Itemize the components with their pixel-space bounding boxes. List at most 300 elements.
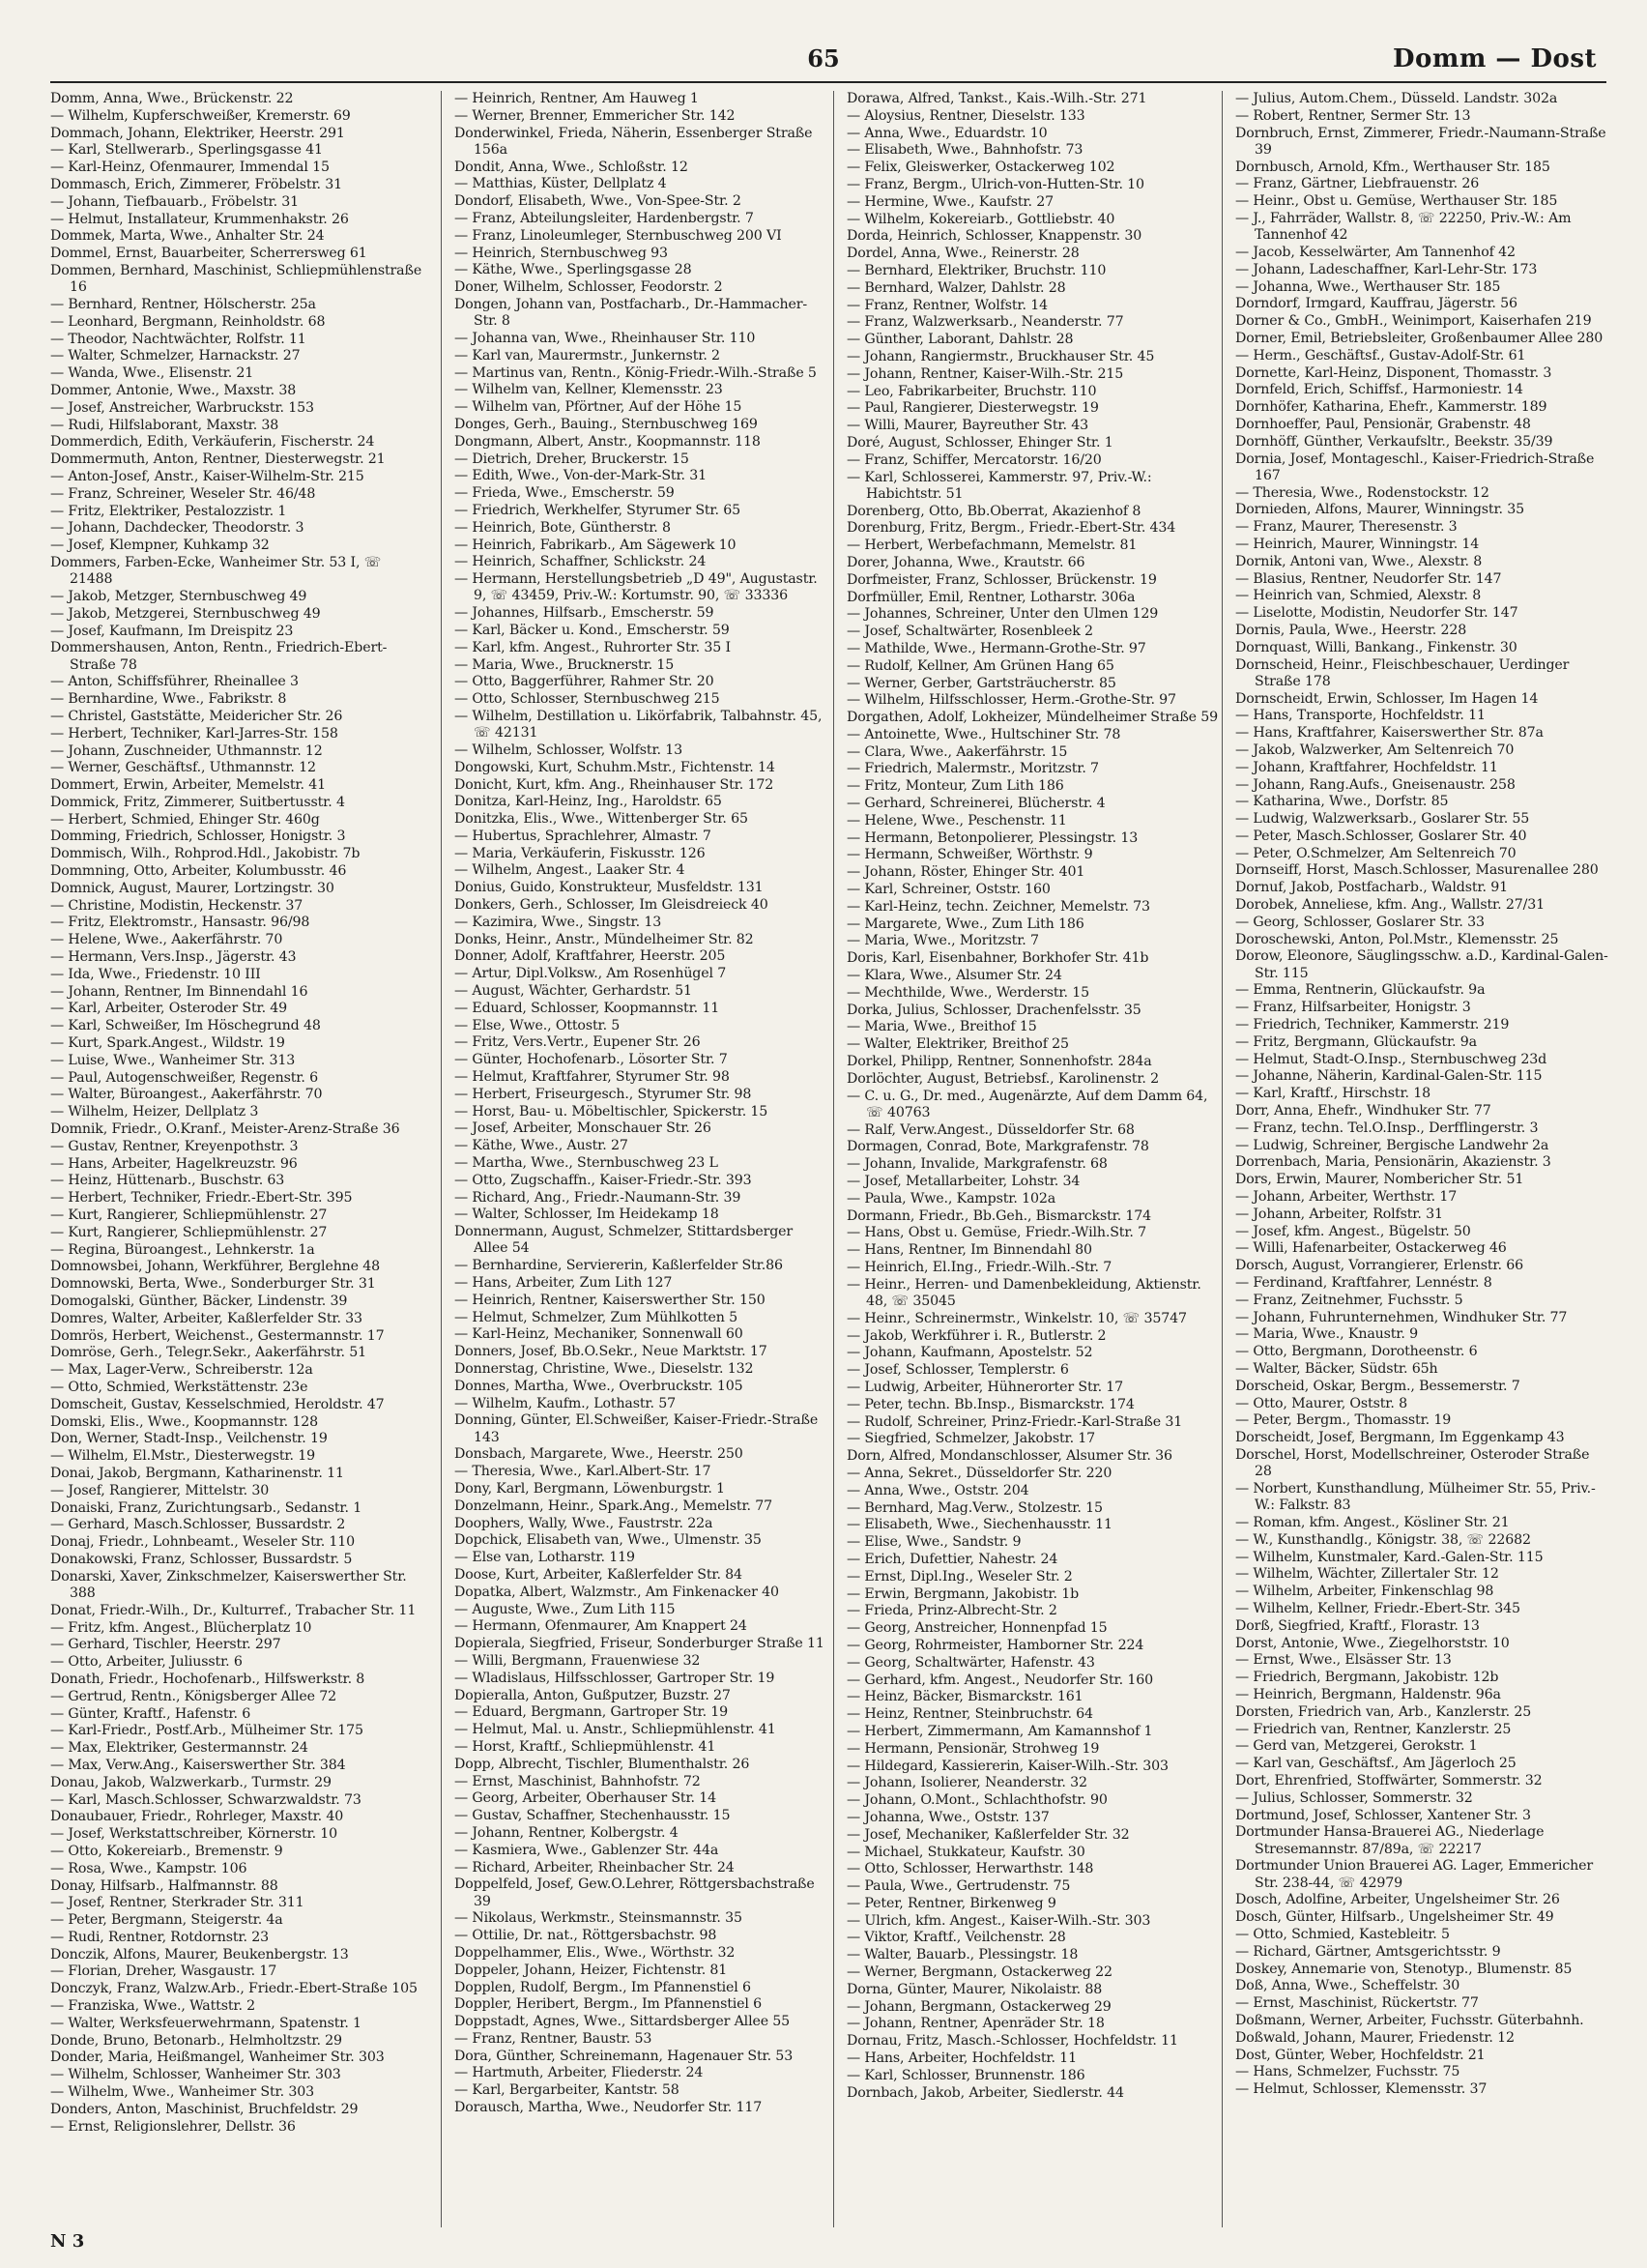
directory-entry: Doß, Anna, Wwe., Scheffelstr. 30 — [1235, 1978, 1460, 1994]
directory-entry: — Wilhelm, Kaufm., Lothastr. 57 — [454, 1395, 676, 1411]
directory-entry: — Herbert, Techniker, Karl-Jarres-Str. 158 — [50, 725, 338, 741]
directory-entry: Dommasch, Erich, Zimmerer, Fröbelstr. 31 — [50, 176, 343, 192]
directory-entry: — Otto, Schmied, Werkstättenstr. 23e — [50, 1379, 308, 1395]
directory-entry: — Ernst, Wwe., Elsässer Str. 13 — [1235, 1652, 1452, 1669]
directory-entry: — Hermann, Ofenmaurer, Am Knappert 24 — [454, 1618, 747, 1635]
directory-entry: Dorausch, Martha, Wwe., Neudorfer Str. 117 — [454, 2100, 763, 2116]
directory-entry: Domres, Walter, Arbeiter, Kaßlerfelder Str. 33 — [50, 1310, 362, 1326]
directory-entry: — Helmut, Kraftfahrer, Styrumer Str. 98 — [454, 1069, 730, 1086]
directory-entry: — Josef, Kaufmann, Im Dreispitz 23 — [50, 623, 294, 639]
directory-entry: — Otto, Kokereiarb., Bremenstr. 9 — [50, 1843, 283, 1859]
directory-entry: Dorawa, Alfred, Tankst., Kais.-Wilh.-Str. 271 — [847, 91, 1147, 106]
directory-entry: Dorlöchter, August, Betriebsf., Karolinenstr. 2 — [847, 1070, 1160, 1087]
directory-entry: — Klara, Wwe., Alsumer Str. 24 — [847, 968, 1062, 984]
directory-entry: — Helmut, Schmelzer, Zum Mühlkotten 5 — [454, 1309, 737, 1325]
directory-entry: — Hartmuth, Arbeiter, Fliederstr. 24 — [454, 2065, 704, 2081]
directory-entry: — Wilhelm, Kokereiarb., Gottliebstr. 40 — [847, 211, 1115, 227]
directory-entry: Dornseiff, Horst, Masch.Schlosser, Masurenallee 280 — [1235, 862, 1599, 879]
directory-entry: — Heinz, Rentner, Steinbruchstr. 64 — [847, 1706, 1093, 1723]
directory-entry: — Wanda, Wwe., Elisenstr. 21 — [50, 365, 254, 382]
directory-entry: — Johann, Ladeschaffner, Karl-Lehr-Str. 173 — [1235, 261, 1538, 277]
directory-entry: Donsbach, Margarete, Wwe., Heerstr. 250 — [454, 1446, 743, 1463]
directory-entry: — Johann, Fuhrunternehmen, Windhuker Str. 77 — [1235, 1309, 1568, 1325]
directory-entry: Domm, Anna, Wwe., Brückenstr. 22 — [50, 91, 294, 106]
directory-entry: — Willi, Bergmann, Frauenwiese 32 — [454, 1652, 701, 1669]
directory-entry: — Leonhard, Bergmann, Reinholdstr. 68 — [50, 313, 326, 330]
directory-entry: — Heinz, Hüttenarb., Buschstr. 63 — [50, 1173, 285, 1189]
directory-entry: Dorer, Johanna, Wwe., Krautstr. 66 — [847, 554, 1085, 570]
directory-entry: — Johanne, Näherin, Kardinal-Galen-Str. 115 — [1235, 1068, 1543, 1085]
directory-entry: — Dietrich, Dreher, Bruckerstr. 15 — [454, 451, 689, 467]
directory-entry: — Erwin, Bergmann, Jakobistr. 1b — [847, 1585, 1080, 1602]
directory-entry: — Hans, Arbeiter, Zum Lith 127 — [454, 1275, 673, 1292]
directory-entry: Doris, Karl, Eisenbahner, Borkhofer Str. 41b — [847, 950, 1149, 967]
directory-entry: — Otto, Baggerführer, Rahmer Str. 20 — [454, 674, 714, 690]
directory-entry: — Josef, Rentner, Sterkrader Str. 311 — [50, 1895, 304, 1911]
directory-entry: Dommach, Johann, Elektriker, Heerstr. 291 — [50, 125, 345, 141]
directory-entry: — Wilhelm, Kellner, Friedr.-Ebert-Str. 345 — [1235, 1600, 1520, 1616]
directory-entry: — Werner, Bergmann, Ostackerweg 22 — [847, 1964, 1112, 1981]
directory-entry: Dongen, Johann van, Postfacharb., Dr.-Hammacher-Str. 8 — [454, 296, 808, 330]
directory-entry: Dorscheid, Oskar, Bergm., Bessemerstr. 7 — [1235, 1378, 1520, 1394]
directory-entry: Donitzka, Elis., Wwe., Wittenberger Str. 65 — [454, 811, 748, 828]
directory-entry: — Ulrich, kfm. Angest., Kaiser-Wilh.-Str. 303 — [847, 1912, 1151, 1929]
directory-entry: — Bernhardine, Serviererin, Kaßlerfelder Str.86 — [454, 1258, 783, 1274]
directory-entry: — Georg, Arbeiter, Oberhauser Str. 14 — [454, 1790, 716, 1807]
directory-entry: — August, Wächter, Gerhardstr. 51 — [454, 983, 692, 1000]
directory-entry: — Johannes, Schreiner, Unter den Ulmen 129 — [847, 606, 1159, 623]
directory-entry: Donning, Günter, El.Schweißer, Kaiser-Friedr.-Straße 143 — [454, 1412, 819, 1445]
directory-entry: — C. u. G., Dr. med., Augenärzte, Auf dem Damm 64, ☏ 40763 — [847, 1088, 1208, 1120]
directory-entry: Dommers, Farben-Ecke, Wanheimer Str. 53 I, ☏ 21488 — [50, 554, 382, 588]
directory-entry: — Paul, Rangierer, Diesterwegstr. 19 — [847, 400, 1099, 417]
directory-entry: — Elisabeth, Wwe., Siechenhausstr. 11 — [847, 1517, 1112, 1533]
directory-entry: Donkers, Gerh., Schlosser, Im Gleisdreieck 40 — [454, 897, 768, 914]
directory-entry: Dormann, Friedr., Bb.Geh., Bismarckstr. 174 — [847, 1207, 1152, 1224]
directory-entry: — Franz, Rentner, Wolfstr. 14 — [847, 297, 1048, 313]
directory-entry: — Heinrich, Rentner, Am Hauweg 1 — [454, 91, 699, 106]
directory-entry: — Richard, Gärtner, Amtsgerichtsstr. 9 — [1235, 1943, 1501, 1960]
directory-entry: — Peter, Masch.Schlosser, Goslarer Str. 40 — [1235, 828, 1527, 844]
directory-entry: — Maria, Wwe., Brucknerstr. 15 — [454, 656, 675, 673]
directory-entry: — Anna, Wwe., Oststr. 204 — [847, 1482, 1029, 1498]
directory-entry: Dondorf, Elisabeth, Wwe., Von-Spee-Str. 2 — [454, 193, 741, 210]
directory-entry: Dornia, Josef, Montageschl., Kaiser-Friedrich-Straße 167 — [1235, 451, 1595, 483]
directory-entry: Donder, Maria, Heißmangel, Wanheimer Str. 303 — [50, 2050, 385, 2066]
directory-entry: Dorkel, Philipp, Rentner, Sonnenhofstr. 284a — [847, 1054, 1152, 1070]
directory-entry: — Kurt, Rangierer, Schliepmühlenstr. 27 — [50, 1224, 328, 1240]
directory-entry: Dortmund, Josef, Schlosser, Xantener Str. 3 — [1235, 1807, 1531, 1823]
directory-entry: — Herbert, Zimmermann, Am Kamannshof 1 — [847, 1723, 1153, 1739]
directory-entry: — Werner, Gerber, Gartsträucherstr. 85 — [847, 675, 1116, 691]
running-head: Domm — Dost — [1392, 44, 1597, 73]
directory-entry: Dornquast, Willi, Bankang., Finkenstr. 30 — [1235, 639, 1517, 655]
directory-entry: — Ernst, Maschinist, Rückertstr. 77 — [1235, 1995, 1479, 2012]
directory-entry: Dopchick, Elisabeth van, Wwe., Ulmenstr. 35 — [454, 1532, 762, 1549]
directory-entry: Donarski, Xaver, Zinkschmelzer, Kaiserswerther Str. 388 — [50, 1568, 407, 1601]
page-number: 65 — [807, 44, 840, 73]
directory-entry: Dorndorf, Irmgard, Kauffrau, Jägerstr. 56 — [1235, 296, 1517, 312]
directory-entry: — Fritz, Vers.Vertr., Eupener Str. 26 — [454, 1034, 701, 1051]
directory-entry: Dornau, Fritz, Masch.-Schlosser, Hochfeldstr. 11 — [847, 2033, 1178, 2050]
directory-entry: — Karl, Schreiner, Oststr. 160 — [847, 882, 1051, 898]
directory-entry: Dommen, Bernhard, Maschinist, Schliepmühlenstraße 16 — [50, 262, 422, 296]
directory-entry: Domnowsbei, Johann, Werkführer, Berglehne 48 — [50, 1259, 381, 1275]
directory-entry: Dorner & Co., GmbH., Weinimport, Kaiserhafen 219 — [1235, 313, 1592, 330]
directory-entry: — Karl, Bäcker u. Kond., Emscherstr. 59 — [454, 622, 730, 638]
directory-entry: — Käthe, Wwe., Sperlingsgasse 28 — [454, 262, 692, 278]
directory-entry: — Wladislaus, Hilfsschlosser, Gartroper Str. 19 — [454, 1670, 775, 1686]
directory-entry: — Paula, Wwe., Kampstr. 102a — [847, 1190, 1056, 1207]
directory-entry: — Franz, Abteilungsleiter, Hardenbergstr. 7 — [454, 210, 754, 226]
directory-entry: — Johanna, Wwe., Werthauser Str. 185 — [1235, 278, 1501, 295]
directory-entry: — Luise, Wwe., Wanheimer Str. 313 — [50, 1052, 296, 1068]
directory-entry: Doner, Wilhelm, Schlosser, Feodorstr. 2 — [454, 279, 723, 296]
directory-entry: Donnerstag, Christine, Wwe., Dieselstr. 132 — [454, 1361, 754, 1377]
directory-entry: Dornbach, Jakob, Arbeiter, Siedlerstr. 44 — [847, 2084, 1124, 2101]
directory-entry: — Artur, Dipl.Volksw., Am Rosenhügel 7 — [454, 966, 727, 982]
directory-entry: — W., Kunsthandlg., Königstr. 38, ☏ 22682 — [1235, 1531, 1531, 1548]
directory-entry: — Johann, Kraftfahrer, Hochfeldstr. 11 — [1235, 759, 1498, 775]
directory-entry: — Walter, Schmelzer, Harnackstr. 27 — [50, 348, 301, 364]
directory-entry: Donau, Jakob, Walzwerkarb., Turmstr. 29 — [50, 1774, 332, 1790]
directory-entry: Donitza, Karl-Heinz, Ing., Haroldstr. 65 — [454, 794, 722, 810]
column-divider — [1222, 91, 1223, 2227]
directory-entry: — Bernhardine, Wwe., Fabrikstr. 8 — [50, 691, 287, 708]
directory-entry: Domski, Elis., Wwe., Koopmannstr. 128 — [50, 1413, 319, 1430]
directory-entry: Donaubauer, Friedr., Rohrleger, Maxstr. 40 — [50, 1809, 344, 1825]
directory-entry: — Fritz, kfm. Angest., Blücherplatz 10 — [50, 1619, 312, 1636]
directory-entry: Donnes, Martha, Wwe., Overbruckstr. 105 — [454, 1378, 743, 1394]
directory-entry: — Theresia, Wwe., Rodenstockstr. 12 — [1235, 484, 1489, 501]
directory-entry: — Erich, Dufettier, Nahestr. 24 — [847, 1551, 1058, 1567]
directory-entry: — Otto, Zugschaffn., Kaiser-Friedr.-Str. 393 — [454, 1172, 752, 1188]
directory-entry: — Wilhelm, Angest., Laaker Str. 4 — [454, 862, 685, 879]
directory-entry: Dornis, Paula, Wwe., Heerstr. 228 — [1235, 622, 1467, 638]
directory-entry: — Nikolaus, Werkmstr., Steinsmannstr. 35 — [454, 1910, 742, 1927]
directory-entry: — Horst, Kraftf., Schliepmühlenstr. 41 — [454, 1738, 716, 1755]
directory-entry: — Franz, Linoleumleger, Sternbuschweg 200 VI — [454, 227, 782, 244]
directory-entry: — Gertrud, Rentn., Königsberger Allee 72 — [50, 1688, 337, 1704]
directory-entry: Donderwinkel, Frieda, Näherin, Essenberger Straße 156a — [454, 125, 813, 158]
directory-entry: Donders, Anton, Maschinist, Bruchfeldstr. 29 — [50, 2101, 359, 2117]
directory-entry: — Josef, Werkstattschreiber, Körnerstr. 10 — [50, 1826, 338, 1843]
directory-entry: Dorr, Anna, Ehefr., Windhuker Str. 77 — [1235, 1103, 1491, 1119]
directory-entry: — Wilhelm, Kunstmaler, Kard.-Galen-Str. 115 — [1235, 1549, 1544, 1565]
directory-entry: Doroschewski, Anton, Pol.Mstr., Klemensstr. 25 — [1235, 931, 1559, 947]
directory-entry: Doskey, Annemarie von, Stenotyp., Blumenstr. 85 — [1235, 1961, 1573, 1977]
directory-entry: — Elise, Wwe., Sandstr. 9 — [847, 1534, 1022, 1551]
directory-entry: Domrös, Herbert, Weichenst., Gestermannstr. 17 — [50, 1327, 385, 1344]
directory-entry: — Gustav, Schaffner, Stechenhausstr. 15 — [454, 1808, 731, 1824]
directory-entry: — Leo, Fabrikarbeiter, Bruchstr. 110 — [847, 383, 1097, 399]
directory-entry: — Käthe, Wwe., Austr. 27 — [454, 1138, 628, 1154]
directory-entry: — Günter, Kraftf., Hafenstr. 6 — [50, 1705, 251, 1722]
directory-entry: — Gerhard, Tischler, Heerstr. 297 — [50, 1637, 281, 1653]
directory-entry: Dordel, Anna, Wwe., Reinerstr. 28 — [847, 246, 1080, 262]
directory-entry: — Wilhelm van, Pförtner, Auf der Höhe 15 — [454, 399, 742, 416]
directory-entry: — Otto, Schlosser, Sternbuschweg 215 — [454, 691, 720, 708]
directory-entry: — Wilhelm, El.Mstr., Diesterwegstr. 19 — [50, 1448, 315, 1465]
directory-entry: — Hans, Rentner, Im Binnendahl 80 — [847, 1242, 1092, 1259]
directory-entry: Dommer, Antonie, Wwe., Maxstr. 38 — [50, 382, 297, 398]
directory-entry: — Johann, Bergmann, Ostackerweg 29 — [847, 1998, 1112, 2015]
directory-entry: Dopierala, Siegfried, Friseur, Sonderburger Straße 11 — [454, 1636, 824, 1652]
directory-entry: — Roman, kfm. Angest., Kösliner Str. 21 — [1235, 1514, 1510, 1530]
directory-entry: Dosch, Günter, Hilfsarb., Ungelsheimer Str. 49 — [1235, 1909, 1554, 1926]
directory-entry: Dorfmüller, Emil, Rentner, Lotharstr. 306a — [847, 589, 1136, 605]
directory-entry: Dorner, Emil, Betriebsleiter, Großenbaumer Allee 280 — [1235, 330, 1604, 346]
column-4 — [1235, 91, 1610, 2227]
directory-entry: — Mathilde, Wwe., Hermann-Grothe-Str. 97 — [847, 640, 1146, 656]
directory-entry: — Julius, Schlosser, Sommerstr. 32 — [1235, 1789, 1473, 1806]
directory-entry: Donde, Bruno, Betonarb., Helmholtzstr. 29 — [50, 2032, 342, 2049]
directory-entry: — Jakob, Werkführer i. R., Butlerstr. 2 — [847, 1327, 1107, 1344]
directory-entry: Dopp, Albrecht, Tischler, Blumenthalstr. 26 — [454, 1756, 750, 1772]
directory-entry: — Gerhard, Schreinerei, Blücherstr. 4 — [847, 796, 1106, 812]
directory-entry: — Georg, Schlosser, Goslarer Str. 33 — [1235, 914, 1485, 930]
directory-entry: — Josef, Rangierer, Mittelstr. 30 — [50, 1482, 270, 1498]
directory-entry: — Felix, Gleiswerker, Ostackerweg 102 — [847, 160, 1115, 176]
directory-entry: — Fritz, Monteur, Zum Lith 186 — [847, 778, 1064, 795]
directory-entry: — Michael, Stukkateur, Kaufstr. 30 — [847, 1844, 1085, 1860]
directory-entry: — Hermann, Pensionär, Strohweg 19 — [847, 1740, 1100, 1757]
directory-entry: — Ludwig, Arbeiter, Hühnerorter Str. 17 — [847, 1379, 1124, 1395]
directory-entry: — Margarete, Wwe., Zum Lith 186 — [847, 916, 1084, 932]
directory-entry: — Friedrich, Malermstr., Moritzstr. 7 — [847, 761, 1099, 777]
directory-entry: — Heinz, Bäcker, Bismarckstr. 161 — [847, 1689, 1084, 1705]
directory-entry: — Katharina, Wwe., Dorfstr. 85 — [1235, 794, 1449, 810]
directory-entry: — Richard, Ang., Friedr.-Naumann-Str. 39 — [454, 1189, 741, 1206]
directory-entry: — Heinrich, Bergmann, Haldenstr. 96a — [1235, 1686, 1501, 1702]
directory-entry: — Franz, Hilfsarbeiter, Honigstr. 3 — [1235, 1000, 1471, 1016]
directory-entry: — Johann, Rentner, Kaiser-Wilh.-Str. 215 — [847, 365, 1124, 382]
directory-entry: — Josef, kfm. Angest., Bügelstr. 50 — [1235, 1223, 1471, 1239]
directory-entry: — Hildegard, Kassiererin, Kaiser-Wilh.-Str. 303 — [847, 1758, 1169, 1774]
directory-entry: — Karl van, Maurermstr., Junkernstr. 2 — [454, 347, 720, 363]
directory-entry: Don, Werner, Stadt-Insp., Veilchenstr. 19 — [50, 1431, 328, 1447]
directory-entry: — Maria, Wwe., Breithof 15 — [847, 1019, 1037, 1035]
directory-entry: — Franziska, Wwe., Wattstr. 2 — [50, 1998, 256, 2015]
directory-entry: — Anton, Schiffsführer, Rheinallee 3 — [50, 674, 299, 690]
directory-entry: Dommick, Fritz, Zimmerer, Suitbertusstr. 4 — [50, 794, 345, 810]
directory-entry: — Viktor, Kraftf., Veilchenstr. 28 — [847, 1930, 1066, 1946]
directory-entry: Dornette, Karl-Heinz, Disponent, Thomasstr. 3 — [1235, 364, 1552, 381]
directory-entry: — Anna, Sekret., Düsseldorfer Str. 220 — [847, 1465, 1112, 1481]
directory-entry: — Regina, Büroangest., Lehnkerstr. 1a — [50, 1241, 315, 1258]
directory-entry: — Friedrich, Techniker, Kammerstr. 219 — [1235, 1017, 1510, 1033]
directory-entry: — Gerd van, Metzgerei, Gerokstr. 1 — [1235, 1738, 1478, 1755]
directory-entry: Dors, Erwin, Maurer, Nombericher Str. 51 — [1235, 1172, 1524, 1188]
directory-entry: Doppeler, Johann, Heizer, Fichtenstr. 81 — [454, 1962, 728, 1978]
directory-entry: — Gerhard, Masch.Schlosser, Bussardstr. 2 — [50, 1517, 346, 1533]
directory-entry: Dornhöfer, Katharina, Ehefr., Kammerstr. 189 — [1235, 399, 1547, 416]
directory-entry: — Hermann, Betonpolierer, Plessingstr. 13 — [847, 829, 1139, 846]
directory-entry: Domogalski, Günther, Bäcker, Lindenstr. 39 — [50, 1294, 348, 1309]
directory-entry: Donzelmann, Heinr., Spark.Ang., Memelstr. 77 — [454, 1497, 772, 1514]
directory-entry: Doßmann, Werner, Arbeiter, Fuchsstr. Güterbahnh. — [1235, 2012, 1584, 2028]
directory-entry: Domnick, August, Maurer, Lortzingstr. 30 — [50, 880, 334, 896]
directory-entry: — Georg, Rohrmeister, Hamborner Str. 224 — [847, 1637, 1144, 1653]
directory-entry: Donath, Friedr., Hochofenarb., Hilfswerkstr. 8 — [50, 1671, 365, 1687]
directory-entry: — Karl, Arbeiter, Osteroder Str. 49 — [50, 1001, 288, 1017]
directory-entry: — Franz, techn. Tel.O.Insp., Derfflingerstr. 3 — [1235, 1119, 1539, 1136]
directory-entry: — Günter, Hochofenarb., Lösorter Str. 7 — [454, 1052, 728, 1068]
directory-entry: — Hans, Arbeiter, Hochfeldstr. 11 — [847, 2050, 1077, 2067]
directory-entry: — Peter, Bergmann, Steigerstr. 4a — [50, 1912, 283, 1929]
directory-entry: — Wilhelm, Schlosser, Wolfstr. 13 — [454, 741, 683, 758]
directory-entry: — Heinrich, Fabrikarb., Am Sägewerk 10 — [454, 537, 737, 553]
directory-entry: — Wilhelm van, Kellner, Klemensstr. 23 — [454, 382, 723, 398]
directory-entry: Dorrenbach, Maria, Pensionärin, Akazienstr. 3 — [1235, 1154, 1551, 1171]
directory-entry: Donicht, Kurt, kfm. Ang., Rheinhauser Str. 172 — [454, 776, 774, 793]
directory-entry: — Heinrich, Rentner, Kaiserswerther Str. 150 — [454, 1292, 766, 1308]
directory-entry: — Bernhard, Rentner, Hölscherstr. 25a — [50, 296, 316, 312]
directory-entry: — Johann, Arbeiter, Werthstr. 17 — [1235, 1189, 1458, 1206]
directory-entry: Dommel, Ernst, Bauarbeiter, Scherrersweg 61 — [50, 246, 367, 262]
directory-entry: — Jacob, Kesselwärter, Am Tannenhof 42 — [1235, 244, 1516, 260]
directory-entry: — Richard, Arbeiter, Rheinbacher Str. 24 — [454, 1859, 735, 1875]
directory-entry: Dongmann, Albert, Anstr., Koopmannstr. 118 — [454, 433, 761, 450]
directory-entry: — Franz, Rentner, Baustr. 53 — [454, 2030, 652, 2047]
directory-entry: — Josef, Schaltwärter, Rosenbleek 2 — [847, 624, 1093, 640]
directory-entry: — Theresia, Wwe., Karl.Albert-Str. 17 — [454, 1464, 711, 1480]
directory-entry: — Walter, Schlosser, Im Heidekamp 18 — [454, 1207, 719, 1223]
directory-entry: — Wilhelm, Wwe., Wanheimer Str. 303 — [50, 2084, 314, 2101]
directory-entry: — Otto, Maurer, Oststr. 8 — [1235, 1395, 1407, 1411]
directory-entry: Dommek, Marta, Wwe., Anhalter Str. 24 — [50, 228, 325, 245]
directory-entry: — Jakob, Walzwerker, Am Seltenreich 70 — [1235, 741, 1515, 758]
directory-entry: — Helene, Wwe., Aakerfährstr. 70 — [50, 932, 283, 948]
directory-entry: — Kasmiera, Wwe., Gablenzer Str. 44a — [454, 1842, 719, 1858]
directory-entry: Donaj, Friedr., Lohnbeamt., Weseler Str. 110 — [50, 1534, 356, 1551]
directory-entry: Dortmunder Hansa-Brauerei AG., Niederlage Stresemannstr. 87/89a, ☏ 22217 — [1235, 1824, 1545, 1857]
directory-entry: — Herbert, Werbefachmann, Memelstr. 81 — [847, 538, 1138, 554]
directory-entry: Donat, Friedr.-Wilh., Dr., Kulturref., Trabacher Str. 11 — [50, 1602, 417, 1618]
directory-entry: — J., Fahrräder, Wallstr. 8, ☏ 22250, Priv.-W.: Am Tannenhof 42 — [1235, 210, 1572, 244]
directory-entry: Donges, Gerh., Bauing., Sternbuschweg 169 — [454, 416, 758, 432]
directory-entry: — Edith, Wwe., Von-der-Mark-Str. 31 — [454, 468, 708, 484]
directory-entry: — Ernst, Maschinist, Bahnhofstr. 72 — [454, 1773, 701, 1789]
directory-entry: — Werner, Geschäftsf., Uthmannstr. 12 — [50, 760, 316, 776]
directory-entry: — Friedrich, Werkhelfer, Styrumer Str. 65 — [454, 502, 740, 518]
directory-entry: — Ferdinand, Kraftfahrer, Lennéstr. 8 — [1235, 1275, 1492, 1292]
directory-entry: — Franz, Schreiner, Weseler Str. 46/48 — [50, 485, 316, 502]
directory-entry: — Franz, Schiffer, Mercatorstr. 16/20 — [847, 451, 1102, 468]
directory-entry: — Franz, Walzwerksarb., Neanderstr. 77 — [847, 314, 1124, 331]
directory-entry: — Else, Wwe., Ottostr. 5 — [454, 1017, 621, 1033]
column-divider — [833, 91, 834, 2227]
directory-entry: Donner, Adolf, Kraftfahrer, Heerstr. 205 — [454, 948, 726, 965]
directory-entry: — Otto, Schlosser, Herwarthstr. 148 — [847, 1861, 1094, 1877]
directory-entry: — Ottilie, Dr. nat., Röttgersbachstr. 98 — [454, 1928, 717, 1944]
directory-entry: — Karl, Masch.Schlosser, Schwarzwaldstr. 73 — [50, 1791, 361, 1808]
directory-entry: — Kazimira, Wwe., Singstr. 13 — [454, 914, 662, 930]
directory-entry: — Johann, Isolierer, Neanderstr. 32 — [847, 1775, 1087, 1791]
directory-entry: — Rudi, Rentner, Rotdornstr. 23 — [50, 1929, 269, 1945]
directory-entry: — Florian, Dreher, Wasgaustr. 17 — [50, 1963, 277, 1980]
directory-entry: Dornik, Antoni van, Wwe., Alexstr. 8 — [1235, 553, 1483, 569]
directory-entry: Dorsten, Friedrich van, Arb., Kanzlerstr. 25 — [1235, 1703, 1532, 1720]
directory-entry: — Johann, Rangiermstr., Bruckhauser Str. 45 — [847, 348, 1155, 364]
header-rule — [50, 81, 1606, 83]
directory-entry: Dornieden, Alfons, Maurer, Winningstr. 35 — [1235, 502, 1524, 518]
directory-entry: — Johann, O.Mont., Schlachthofstr. 90 — [847, 1792, 1108, 1809]
directory-entry: — Heinr., Herren- und Damenbekleidung, Aktienstr. 48, ☏ 35045 — [847, 1276, 1201, 1309]
directory-entry: — Josef, Klempner, Kuhkamp 32 — [50, 538, 270, 554]
directory-entry: Dorenberg, Otto, Bb.Oberrat, Akazienhof 8 — [847, 503, 1141, 519]
directory-entry: — Peter, Rentner, Birkenweg 9 — [847, 1895, 1056, 1911]
directory-entry: — Karl, Schlosser, Brunnenstr. 186 — [847, 2067, 1085, 2083]
directory-entry: — Günther, Laborant, Dahlstr. 28 — [847, 332, 1074, 348]
directory-entry: Donaiski, Franz, Zurichtungsarb., Sedanstr. 1 — [50, 1499, 362, 1516]
directory-entry: — Frieda, Wwe., Emscherstr. 59 — [454, 485, 675, 502]
directory-entry: Dommermuth, Anton, Rentner, Diesterwegstr. 21 — [50, 451, 386, 468]
directory-entry: — Johann, Rentner, Apenräder Str. 18 — [847, 2016, 1105, 2032]
directory-entry: — Aloysius, Rentner, Dieselstr. 133 — [847, 107, 1085, 124]
directory-entry: — Paula, Wwe., Gertrudenstr. 75 — [847, 1878, 1071, 1895]
directory-entry: Dony, Karl, Bergmann, Löwenburgstr. 1 — [454, 1480, 725, 1497]
directory-entry: Dorfmeister, Franz, Schlosser, Brückenstr. 19 — [847, 571, 1157, 588]
directory-entry: Dornscheid, Heinr., Fleischbeschauer, Uerdinger Straße 178 — [1235, 656, 1570, 689]
directory-entry: Doose, Kurt, Arbeiter, Kaßlerfelder Str. 84 — [454, 1566, 742, 1583]
directory-entry: Dormagen, Conrad, Bote, Markgrafenstr. 78 — [847, 1139, 1149, 1155]
directory-entry: — Norbert, Kunsthandlung, Mülheimer Str. 55, Priv.-W.: Falkstr. 83 — [1235, 1480, 1596, 1514]
directory-entry: — Georg, Schaltwärter, Hafenstr. 43 — [847, 1654, 1095, 1671]
directory-entry: — Johanna, Wwe., Oststr. 137 — [847, 1809, 1050, 1825]
directory-entry: Dornhoeffer, Paul, Pensionär, Grabenstr. 48 — [1235, 416, 1531, 432]
directory-entry: — Christine, Modistin, Heckenstr. 37 — [50, 897, 303, 914]
directory-entry: Dost, Günter, Weber, Hochfeldstr. 21 — [1235, 2047, 1486, 2063]
directory-entry: — Maria, Wwe., Knaustr. 9 — [1235, 1326, 1418, 1343]
directory-entry: — Eduard, Bergmann, Gartroper Str. 19 — [454, 1704, 729, 1721]
directory-entry: — Matthias, Küster, Dellplatz 4 — [454, 176, 667, 192]
directory-entry: — Hans, Arbeiter, Hagelkreuzstr. 96 — [50, 1155, 298, 1172]
directory-entry: — Johann, Dachdecker, Theodorstr. 3 — [50, 520, 304, 537]
directory-entry: — Kurt, Spark.Angest., Wildstr. 19 — [50, 1035, 285, 1052]
column-2 — [454, 91, 829, 2227]
directory-entry: — Ernst, Dipl.Ing., Weseler Str. 2 — [847, 1568, 1073, 1585]
directory-entry: Domming, Friedrich, Schlosser, Honigstr. 3 — [50, 829, 346, 845]
directory-entry: — Walter, Bauarb., Plessingstr. 18 — [847, 1947, 1079, 1963]
directory-entry: — Ernst, Religionslehrer, Dellstr. 36 — [50, 2118, 296, 2135]
directory-entry: — Franz, Maurer, Theresenstr. 3 — [1235, 519, 1458, 536]
directory-entry: — Johann, Rang.Aufs., Gneisenaustr. 258 — [1235, 776, 1516, 793]
directory-entry: — Franz, Gärtner, Liebfrauenstr. 26 — [1235, 176, 1480, 192]
directory-entry: — Mechthilde, Wwe., Werderstr. 15 — [847, 984, 1089, 1001]
directory-entry: Dorow, Eleonore, Säuglingsschw. a.D., Kardinal-Galen-Str. 115 — [1235, 948, 1608, 981]
directory-entry: Donczik, Alfons, Maurer, Beukenbergstr. 13 — [50, 1946, 349, 1963]
directory-columns — [50, 91, 1606, 2227]
directory-entry: Donczyk, Franz, Walzw.Arb., Friedr.-Ebert-Straße 105 — [50, 1981, 418, 1997]
directory-entry: Dornscheidt, Erwin, Schlosser, Im Hagen 14 — [1235, 690, 1539, 707]
directory-entry: Dort, Ehrenfried, Stoffwärter, Sommerstr. 32 — [1235, 1772, 1543, 1788]
directory-entry: — Fritz, Bergmann, Glückaufstr. 9a — [1235, 1033, 1477, 1050]
directory-entry: — Friedrich van, Rentner, Kanzlerstr. 25 — [1235, 1721, 1512, 1737]
directory-entry: — Robert, Rentner, Sermer Str. 13 — [1235, 107, 1471, 124]
directory-entry: — Wilhelm, Schlosser, Wanheimer Str. 303 — [50, 2067, 341, 2083]
directory-entry: — Walter, Elektriker, Breithof 25 — [847, 1036, 1069, 1053]
directory-entry: — Johann, Rentner, Kolbergstr. 4 — [454, 1824, 679, 1841]
directory-entry: — Fritz, Elektriker, Pestalozzistr. 1 — [50, 503, 287, 519]
directory-entry: Domröse, Gerh., Telegr.Sekr., Aakerfährstr. 51 — [50, 1345, 367, 1361]
directory-entry: — Johann, Tiefbauarb., Fröbelstr. 31 — [50, 193, 300, 210]
directory-entry: — Johann, Invalide, Markgrafenstr. 68 — [847, 1156, 1108, 1173]
directory-entry: Dommisch, Wilh., Rohprod.Hdl., Jakobistr. 7b — [50, 846, 361, 862]
directory-entry: — Heinrich, El.Ing., Friedr.-Wilh.-Str. 7 — [847, 1260, 1112, 1275]
directory-entry: — Maria, Verkäuferin, Fiskusstr. 126 — [454, 845, 706, 861]
directory-entry: Dornfeld, Erich, Schiffsf., Harmoniestr. 14 — [1235, 382, 1523, 398]
